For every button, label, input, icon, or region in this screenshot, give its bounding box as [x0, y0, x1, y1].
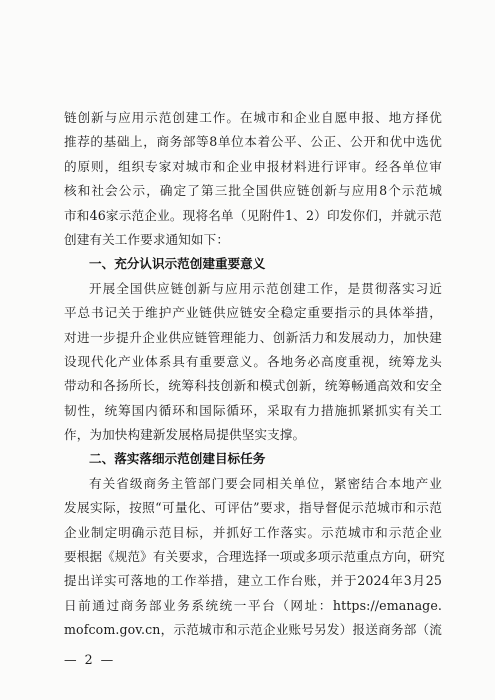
text-line: 核和社会公示，确定了第三批全国供应链创新与应用8个示范城: [64, 183, 442, 199]
text-line: 链创新与应用示范创建工作。在城市和企业自愿申报、地方择优: [64, 110, 442, 125]
section-heading-1: 一、充分认识示范创建重要意义: [89, 256, 266, 272]
text-line: mofcom.gov.cn，示范城市和示范企业账号另发）报送商务部（流: [64, 622, 442, 638]
text-line: 开展全国供应链创新与应用示范创建工作，是贯彻落实习近: [89, 280, 442, 296]
text-line: 发展实际，按照“可量化、可评估”要求，指导督促示范城市和示范: [64, 500, 442, 516]
text-line: 要根据《规范》有关要求，合理选择一项或多项示范重点方向，研究: [64, 549, 445, 565]
intro-paragraph: [64, 106, 445, 643]
page-number: — 2 —: [64, 652, 116, 667]
text-line: 日前通过商务部业务系统统一平台（网址：https://emanage.: [64, 597, 442, 613]
text-line: 韧性，统筹国内循环和国际循环，采取有力措施抓紧抓实有关工: [64, 402, 442, 418]
text-line: 平总书记关于维护产业链供应链安全稳定重要指示的具体举措，: [64, 305, 442, 321]
text-line: 作，为加快构建新发展格局提供坚实支撑。: [64, 427, 306, 443]
text-line: 设现代化产业体系具有重要意义。各地务必高度重视，统筹龙头: [64, 353, 442, 369]
text-line: 带动和各扬所长，统筹科技创新和模式创新，统筹畅通高效和安全: [64, 378, 442, 394]
text-line: 有关省级商务主管部门要会同相关单位，紧密结合本地产业: [89, 475, 442, 491]
text-line: 的原则，组织专家对城市和企业申报材料进行评审。经各单位审: [64, 158, 442, 174]
text-line: 对进一步提升企业供应链管理能力、创新活力和发展动力，加快建: [64, 329, 442, 345]
text-line: 创建有关工作要求通知如下：: [64, 231, 230, 247]
text-line: 市和46家示范企业。现将名单（见附件1、2）印发你们，并就示范: [64, 207, 442, 223]
section-heading-2: 二、落实落细示范创建目标任务: [89, 451, 266, 467]
text-line: 推荐的基础上，商务部等8单位本着公平、公正、公开和优中选优: [64, 134, 442, 150]
text-line: 企业制定明确示范目标，并抓好工作落实。示范城市和示范企业: [64, 524, 442, 540]
text-line: 提出详实可落地的工作举措，建立工作台账，并于2024年3月25: [64, 573, 442, 589]
